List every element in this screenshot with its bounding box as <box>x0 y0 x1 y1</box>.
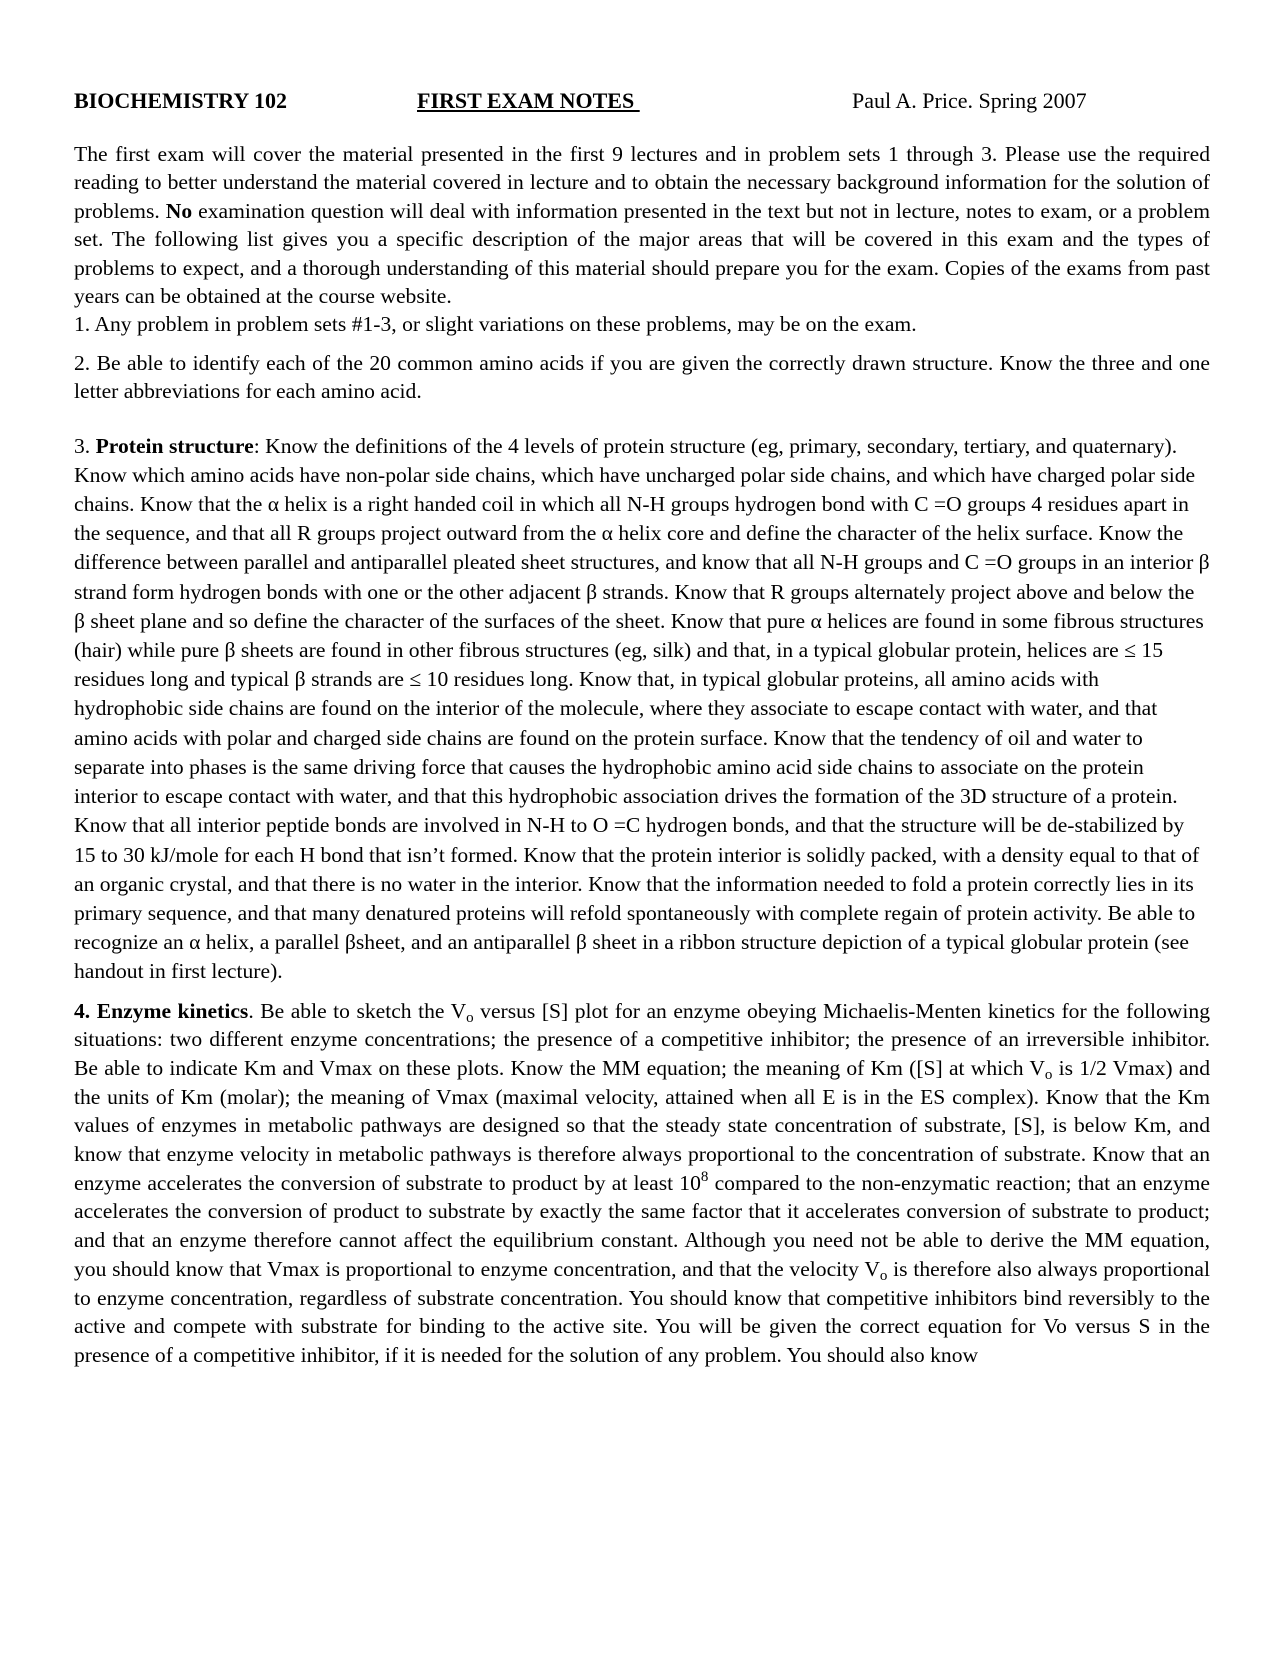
document-page <box>74 84 1210 1370</box>
subscript-o-2: o <box>1044 1066 1053 1083</box>
item-3-number: 3. <box>74 433 96 458</box>
item-4 <box>74 997 1210 1370</box>
intro-paragraph <box>74 140 1210 310</box>
item-3-body: : Know the definitions of the 4 levels of protein structure (eg, primary, secondary, tertiary, and quaternary). Know which amino acids have non-polar side chains, which have uncharged polar side chains, and which have charged polar side chains. Know that the α helix is a right handed coil in which all N-H groups hydrogen bond with C =O groups 4 residues apart in the sequence, and that all R groups project outward from the α helix core and define the character of the helix surface. Know the difference between parallel and antiparallel pleated sheet structures, and know that all N-H groups and C =O groups in an interior β strand form hydrogen bonds with one or the other adjacent β strands. Know that R groups alternately project above and below the β sheet plane and so define the character of the surfaces of the sheet. Know that pure α helices are found in some fibrous structures (hair) while pure β sheets are found in other fibrous structures (eg, silk) and that, in a typical globular protein, helices are ≤ 15 residues long and typical β strands are ≤ 10 residues long. Know that, in typical globular proteins, all amino acids with hydrophobic side chains are found on the interior of the molecule, where they associate to escape contact with water, and that amino acids with polar and charged side chains are found on the protein surface. Know that the tendency of oil and water to separate into phases is the same driving force that causes the hydrophobic amino acid side chains to associate on the protein interior to escape contact with water, and that this hydrophobic association drives the formation of the 3D structure of a protein. Know that all interior peptide bonds are involved in N-H to O =C hydrogen bonds, and that the structure will be de-stabilized by 15 to 30 kJ/mole for each H bond that isn’t formed. Know that the protein interior is solidly packed, with a density equal to that of an organic crystal, and that there is no water in the interior. Know that the information needed to fold a protein correctly lies in its primary sequence, and that many denatured proteins will refold spontaneously with complete regain of protein activity. Be able to recognize an α helix, a parallel βsheet, and an antiparallel β sheet in a ribbon structure depiction of a typical globular protein (see handout in first lecture). <box>74 433 1210 984</box>
document-header <box>74 84 1210 124</box>
item-4-text-3: is 1/2 Vmax) and the units of Km (molar); the meaning of Vmax (maximal velocity, attained when all E is in the ES complex). Know that the Km values of enzymes in metabolic pathways are designed so that the steady state concentration of substrate, [S], is below Km, and know that enzyme velocity in metabolic pathways is therefore always proportional to the concentration of substrate. Know that an enzyme accelerates the conversion of substrate to product by at least 10 <box>74 1055 1210 1195</box>
page-title: FIRST EXAM NOTES <box>417 88 640 113</box>
item-2 <box>74 349 1210 406</box>
item-1 <box>74 310 1210 338</box>
item-3 <box>74 432 1210 987</box>
item-3-heading: Protein structure <box>95 433 254 458</box>
intro-bold-no: No <box>165 198 193 223</box>
item-4-number: 4. <box>74 998 97 1023</box>
author-term: Paul A. Price. Spring 2007 <box>852 88 1087 113</box>
item-4-text-5: is therefore also always proportional to enzyme concentration, regardless of substrate concentration. You should know that competitive inhibitors bind reversibly to the active and compete with substrate for binding to the active site. You will be given the correct equation for Vo versus S in the presence of a competitive inhibitor, if it is needed for the solution of any problem. You should also know <box>74 1256 1210 1367</box>
item-4-text-1: . Be able to sketch the V <box>248 998 467 1023</box>
intro-text-1: The first exam will cover the material presented in the first 9 lectures and in problem sets 1 through 3. Please use the required reading to better understand the material covered in lecture and to obtain the necessary background information for the solution of problems. <box>74 142 1210 223</box>
item-1-text: 1. Any problem in problem sets #1-3, or slight variations on these problems, may be on the exam. <box>74 312 917 337</box>
item-2-text: 2. Be able to identify each of the 20 common amino acids if you are given the correctly drawn structure. Know the three and one letter abbreviations for each amino acid. <box>74 350 1210 404</box>
subscript-o-3: o <box>879 1267 888 1284</box>
item-4-heading: Enzyme kinetics <box>96 998 249 1023</box>
superscript-8: 8 <box>700 1168 709 1185</box>
intro-text-2: examination question will deal with information presented in the text but not in lecture, notes to exam, or a problem set. The following list gives you a specific description of the major areas that will be covered in this exam and the types of problems to expect, and a thorough understanding of this material should prepare you for the exam. Copies of the exams from past years can be obtained at the course website. <box>74 198 1210 309</box>
course-title: BIOCHEMISTRY 102 <box>74 88 287 113</box>
item-4-text-2: versus [S] plot for an enzyme obeying Michaelis-Menten kinetics for the following situations: two different enzyme concentrations; the presence of a competitive inhibitor; the presence of an irreversible inhibitor. Be able to indicate Km and Vmax on these plots. Know the MM equation; the meaning of Km ([S] at which V <box>74 998 1210 1080</box>
subscript-o-1: o <box>466 1009 474 1026</box>
item-4-text-4: compared to the non-enzymatic reaction; that an enzyme accelerates the conversion of product to substrate by exactly the same factor that it accelerates conversion of substrate to product; and that an enzyme therefore cannot affect the equilibrium constant. Although you need not be able to derive the MM equation, you should know that Vmax is proportional to enzyme concentration, and that the velocity V <box>74 1170 1210 1281</box>
